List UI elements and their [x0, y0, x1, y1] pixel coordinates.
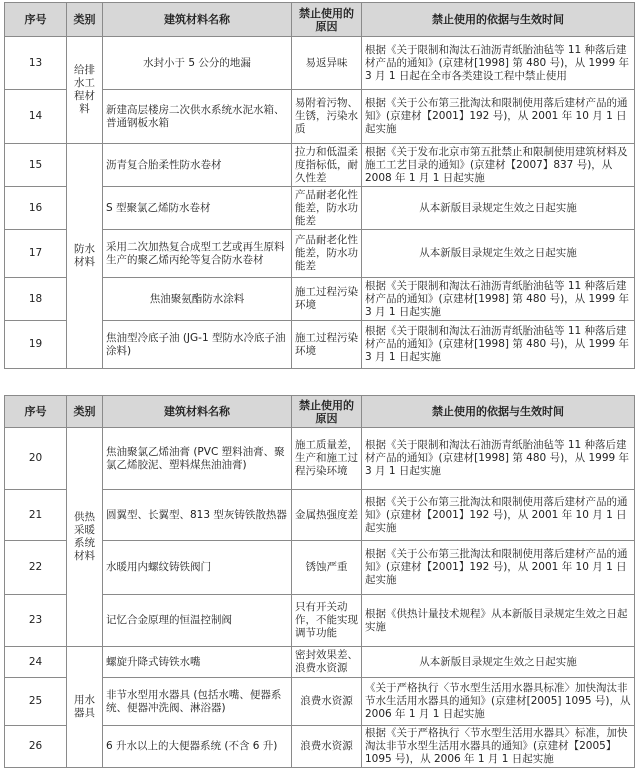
row-basis: 根据《关于限制和淘汰石油沥青纸胎油毡等 11 种落后建材产品的通知》(京建材[1998] 第 480 号)，从 1999 年 3 月 1 日起实施 [362, 428, 635, 490]
table-row [5, 428, 635, 490]
row-reason: 施工过程污染环境 [292, 321, 362, 369]
materials-table-1 [4, 2, 635, 369]
row-basis: 根据《关于限制和淘汰石油沥青纸胎油毡等 11 种落后建材产品的通知》(京建材[1998] 第 480 号)，从 1999 年 3 月 1 日起实施 [362, 321, 635, 369]
row-reason: 浪费水资源 [292, 678, 362, 726]
row-name: 非节水型用水器具 (包括水嘴、便器系统、便器冲洗阀、淋浴器) [103, 678, 292, 726]
header-seq: 序号 [5, 396, 67, 428]
row-seq: 18 [5, 278, 67, 321]
row-basis: 根据《供热计量技术规程》从本新版目录规定生效之日起实施 [362, 595, 635, 647]
table-header-row [5, 396, 635, 428]
row-name: 水封小于 5 公分的地漏 [103, 37, 292, 90]
row-name: 采用二次加热复合成型工艺或再生原料生产的聚乙烯丙纶等复合防水卷材 [103, 230, 292, 278]
row-seq: 26 [5, 726, 67, 768]
row-reason: 易返异味 [292, 37, 362, 90]
row-reason: 密封效果差、浪费水资源 [292, 647, 362, 678]
row-basis: 根据《关于严格执行〈节水型生活用水器具〉标准，加快淘汰非节水型生活用水器具的通知》(京建材【2005】1095 号)，从 2006 年 1 月 1 日起实施 [362, 726, 635, 768]
row-basis: 根据《关于公布第三批淘汰和限制使用落后建材产品的通知》(京建材【2001】192 号)，从 2001 年 10 月 1 日 起实施 [362, 90, 635, 144]
row-reason: 施工过程污染环境 [292, 278, 362, 321]
row-seq: 19 [5, 321, 67, 369]
row-name: 焦油型冷底子油 (JG-1 型防水冷底子油涂料) [103, 321, 292, 369]
row-reason: 锈蚀严重 [292, 541, 362, 595]
row-name: 圆翼型、长翼型、813 型灰铸铁散热器 [103, 490, 292, 541]
row-seq: 25 [5, 678, 67, 726]
category-cell: 用水器具 [67, 647, 103, 768]
header-category: 类别 [67, 3, 103, 37]
row-name: 记忆合金原理的恒温控制阀 [103, 595, 292, 647]
row-reason: 产品耐老化性能差，防水功能差 [292, 187, 362, 230]
row-seq: 22 [5, 541, 67, 595]
row-seq: 15 [5, 144, 67, 187]
table-row [5, 37, 635, 90]
row-seq: 14 [5, 90, 67, 144]
category-cell: 供热采暖系统材料 [67, 428, 103, 647]
row-basis: 根据《关于限制和淘汰石油沥青纸胎油毡等 11 种落后建材产品的通知》(京建材[1998] 第 480 号)，从 1999 年 3 月 1 日起实施 [362, 278, 635, 321]
row-basis: 从本新版目录规定生效之日起实施 [362, 647, 635, 678]
row-seq: 24 [5, 647, 67, 678]
row-basis: 根据《关于限制和淘汰石油沥青纸胎油毡等 11 种落后建材产品的通知》(京建材[1998] 第 480 号)，从 1999 年 3 月 1 日起在全市各类建设工程中禁止使用 [362, 37, 635, 90]
row-basis: 从本新版目录规定生效之日起实施 [362, 230, 635, 278]
row-seq: 21 [5, 490, 67, 541]
category-cell: 给排水工程材料 [67, 37, 103, 144]
row-reason: 浪费水资源 [292, 726, 362, 768]
row-name: 螺旋升降式铸铁水嘴 [103, 647, 292, 678]
row-seq: 16 [5, 187, 67, 230]
row-basis: 从本新版目录规定生效之日起实施 [362, 187, 635, 230]
row-seq: 17 [5, 230, 67, 278]
row-name: 沥青复合胎柔性防水卷材 [103, 144, 292, 187]
category-cell: 防水材料 [67, 144, 103, 369]
row-reason: 易附着污物、生锈，污染水质 [292, 90, 362, 144]
table-header-row [5, 3, 635, 37]
row-reason: 只有开关动作，不能实现调节功能 [292, 595, 362, 647]
header-name: 建筑材料名称 [103, 396, 292, 428]
row-reason: 拉力和低温柔度指标低，耐久性差 [292, 144, 362, 187]
row-seq: 23 [5, 595, 67, 647]
row-seq: 13 [5, 37, 67, 90]
row-reason: 金属热强度差 [292, 490, 362, 541]
row-name: 焦油聚氯乙烯油膏 (PVC 塑料油膏、聚氯乙烯胶泥、塑料煤焦油油膏) [103, 428, 292, 490]
row-name: 新建高层楼房二次供水系统水泥水箱、普通钢板水箱 [103, 90, 292, 144]
row-basis: 根据《关于公布第三批淘汰和限制使用落后建材产品的通知》(京建材【2001】192 号)，从 2001 年 10 月 1 日 起实施 [362, 541, 635, 595]
table-row [5, 647, 635, 678]
row-name: 水暖用内螺纹铸铁阀门 [103, 541, 292, 595]
row-basis: 根据《关于发布北京市第五批禁止和限制使用建筑材料及施工工艺目录的通知》(京建材【2007】837 号)，从 2008 年 1 月 1 日起实施 [362, 144, 635, 187]
row-name: 焦油聚氨酯防水涂料 [103, 278, 292, 321]
row-seq: 20 [5, 428, 67, 490]
row-reason: 产品耐老化性能差，防水功能差 [292, 230, 362, 278]
header-category: 类别 [67, 396, 103, 428]
header-basis: 禁止使用的依据与生效时间 [362, 3, 635, 37]
table-row [5, 144, 635, 187]
row-name: S 型聚氯乙烯防水卷材 [103, 187, 292, 230]
row-basis: 《关于严格执行〈节水型生活用水器具标准〉加快淘汰非节水生活用水器具的通知》(京建材[2005] 1095 号)，从 2006 年 1 月 1 日起实施 [362, 678, 635, 726]
row-reason: 施工质量差，生产和施工过程污染环境 [292, 428, 362, 490]
row-basis: 根据《关于公布第三批淘汰和限制使用落后建材产品的通知》(京建材【2001】192 号)，从 2001 年 10 月 1 日 起实施 [362, 490, 635, 541]
header-seq: 序号 [5, 3, 67, 37]
materials-table-2 [4, 395, 635, 768]
header-reason: 禁止使用的原因 [292, 396, 362, 428]
row-name: 6 升水以上的大便器系统 (不含 6 升) [103, 726, 292, 768]
header-basis: 禁止使用的依据与生效时间 [362, 396, 635, 428]
header-reason: 禁止使用的原因 [292, 3, 362, 37]
header-name: 建筑材料名称 [103, 3, 292, 37]
